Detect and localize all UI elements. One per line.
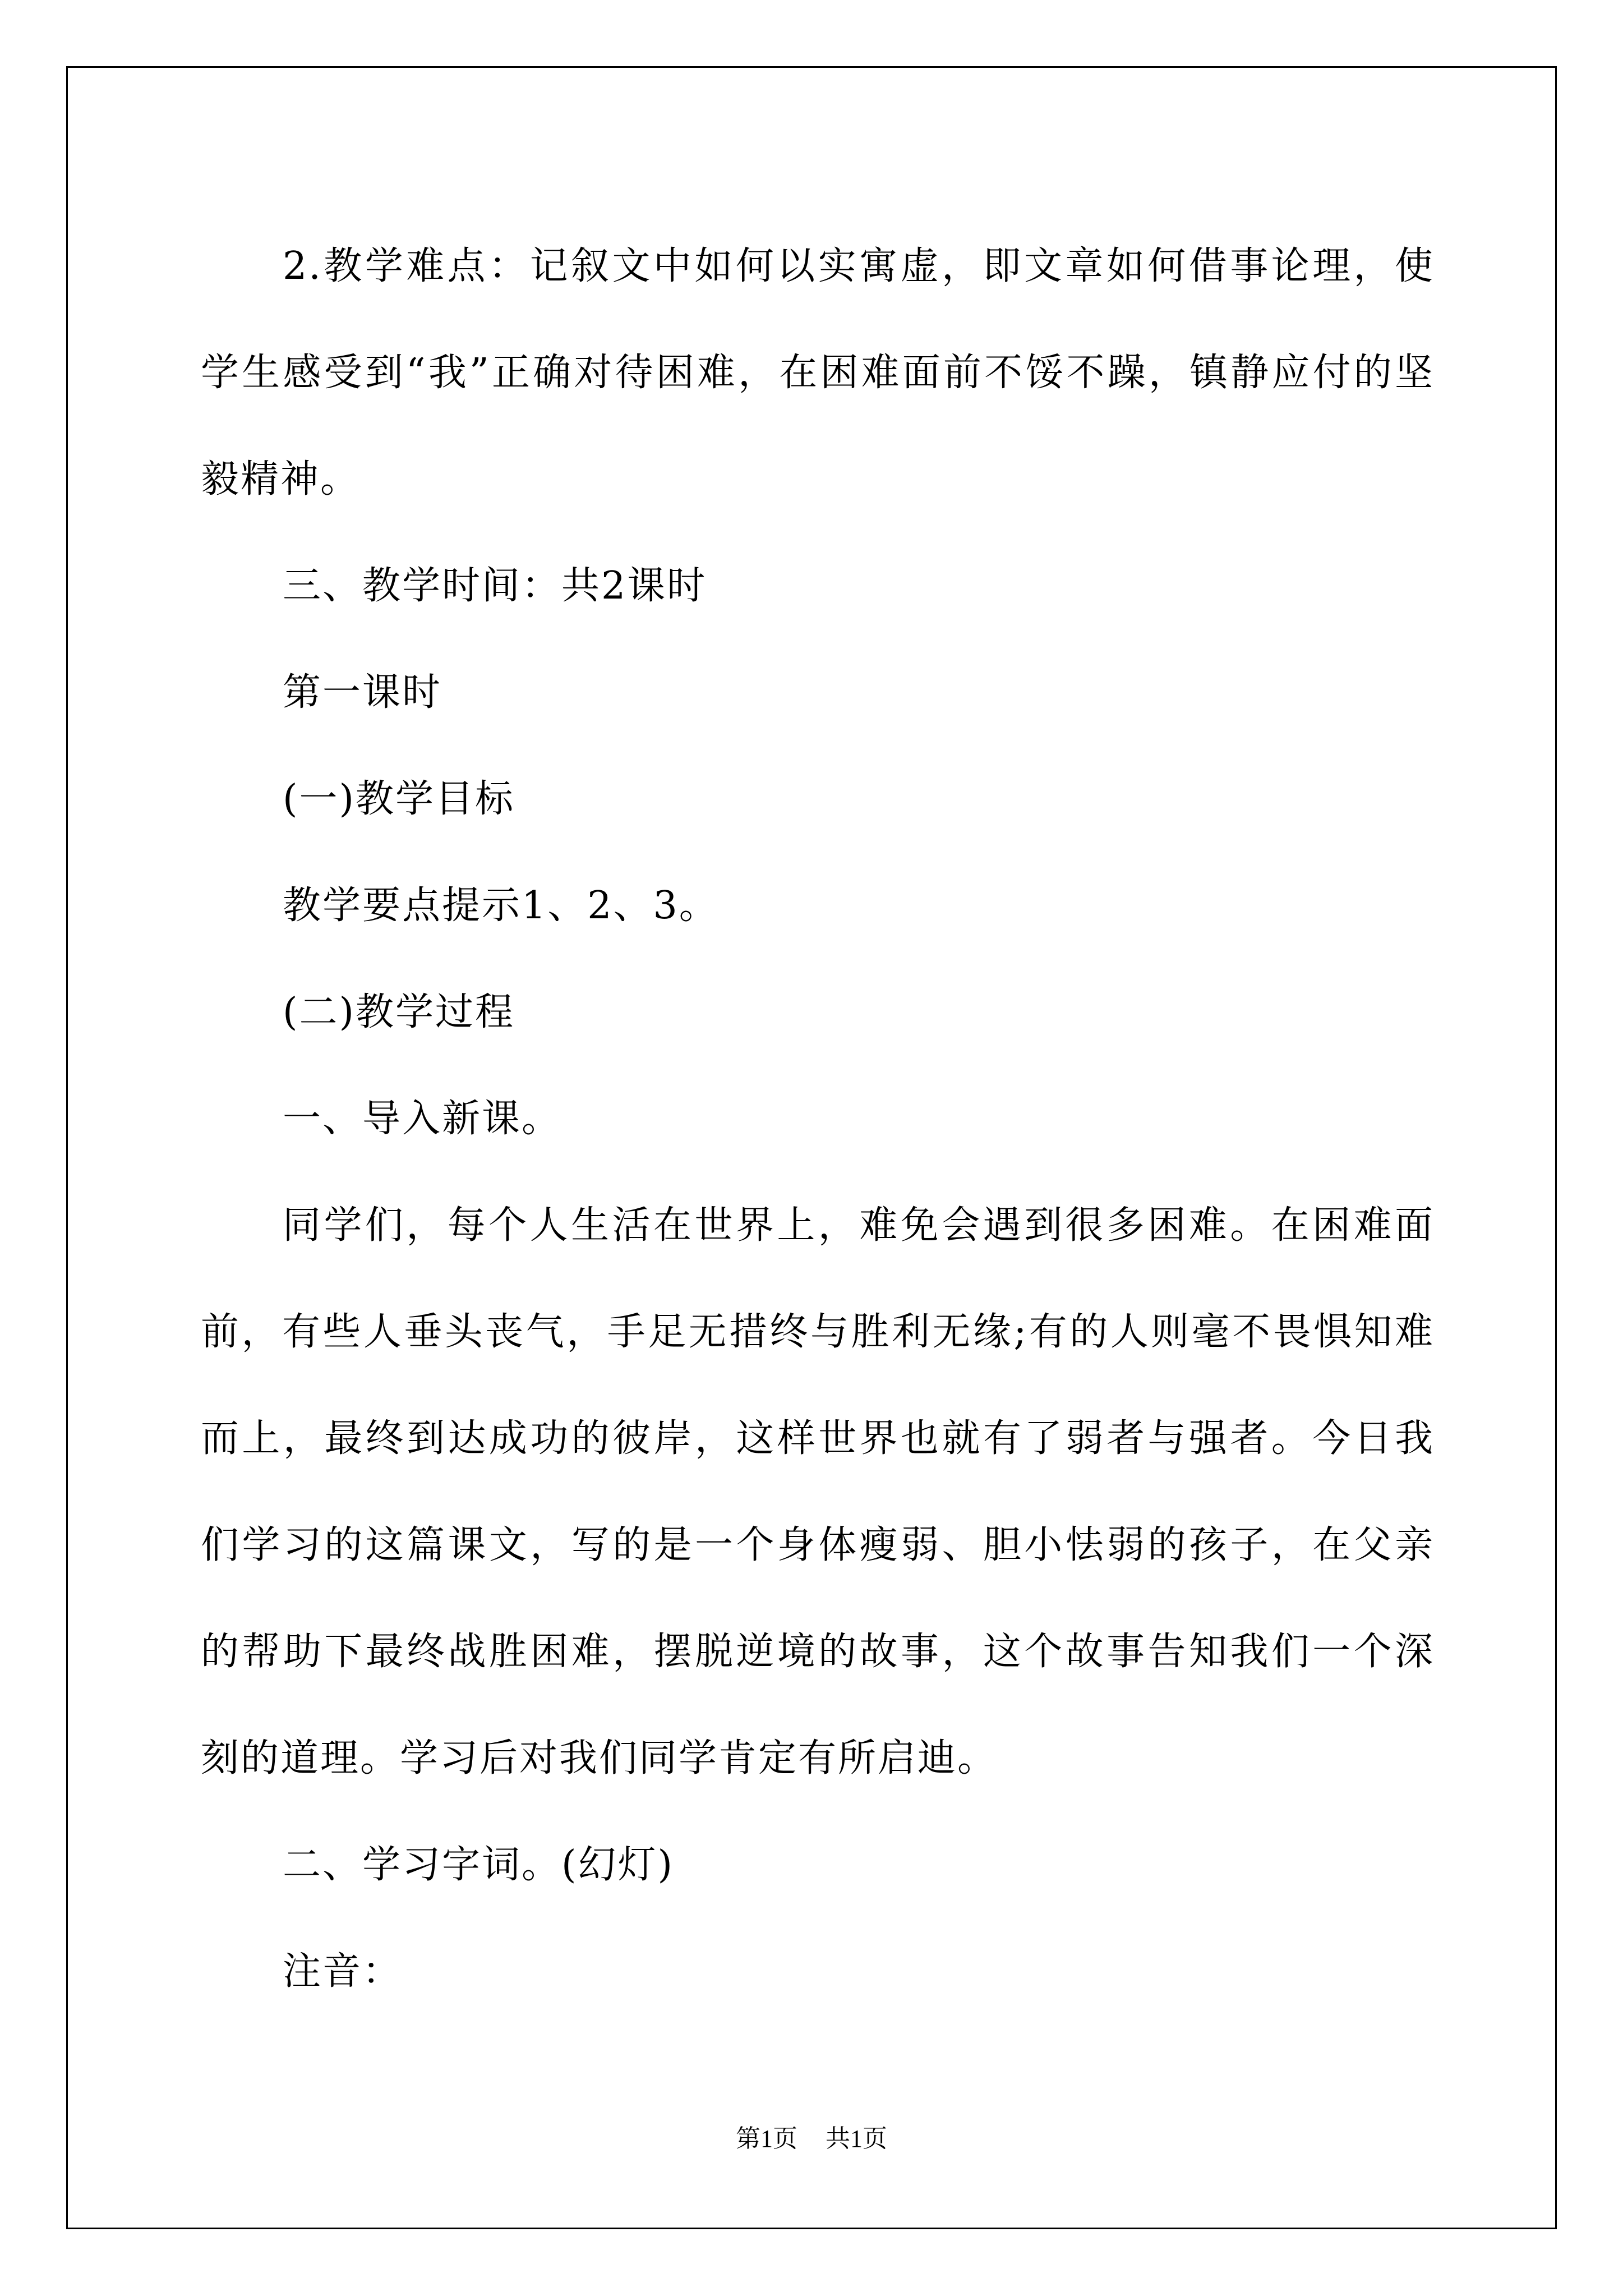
paragraph-key-points: 教学要点提示1、2、3。 (283, 884, 719, 928)
paragraph-teaching-goals: (一)教学目标 (283, 777, 515, 821)
page-footer (0, 2118, 1623, 2154)
paragraph-teaching-difficulty: 2.教学难点：记叙文中如何以实寓虚，即文章如何借事论理，使学生感受到“我”正确对待困难，在困难面前不馁不躁，镇静应付的坚毅精神。 (201, 244, 1435, 501)
paragraph-teaching-time: 三、教学时间：共2课时 (283, 564, 707, 608)
paragraph-intro-text: 同学们，每个人生活在世界上，难免会遇到很多困难。在困难面前，有些人垂头丧气，手足无措终与胜利无缘;有的人则毫不畏惧知难而上，最终到达成功的彼岸，这样世界也就有了弱者与强者。今日我们学习的这篇课文，写的是一个身体瘦弱、胆小怯弱的孩子，在父亲的帮助下最终战胜困难，摆脱逆境的故事，这个故事告知我们一个深刻的道理。学习后对我们同学肯定有所启迪。 (201, 1203, 1435, 1780)
paragraph-teaching-process: (二)教学过程 (283, 990, 515, 1034)
paragraph-phonetic: 注音： (283, 1949, 403, 1994)
document-body (201, 213, 1435, 2025)
paragraph-vocabulary: 二、学习字词。(幻灯) (283, 1843, 675, 1887)
paragraph-introduction: 一、导入新课。 (283, 1097, 562, 1141)
paragraph-first-lesson: 第一课时 (283, 670, 442, 715)
page-total: 共1页 (826, 2125, 887, 2152)
page-number: 第1页 (736, 2125, 797, 2152)
